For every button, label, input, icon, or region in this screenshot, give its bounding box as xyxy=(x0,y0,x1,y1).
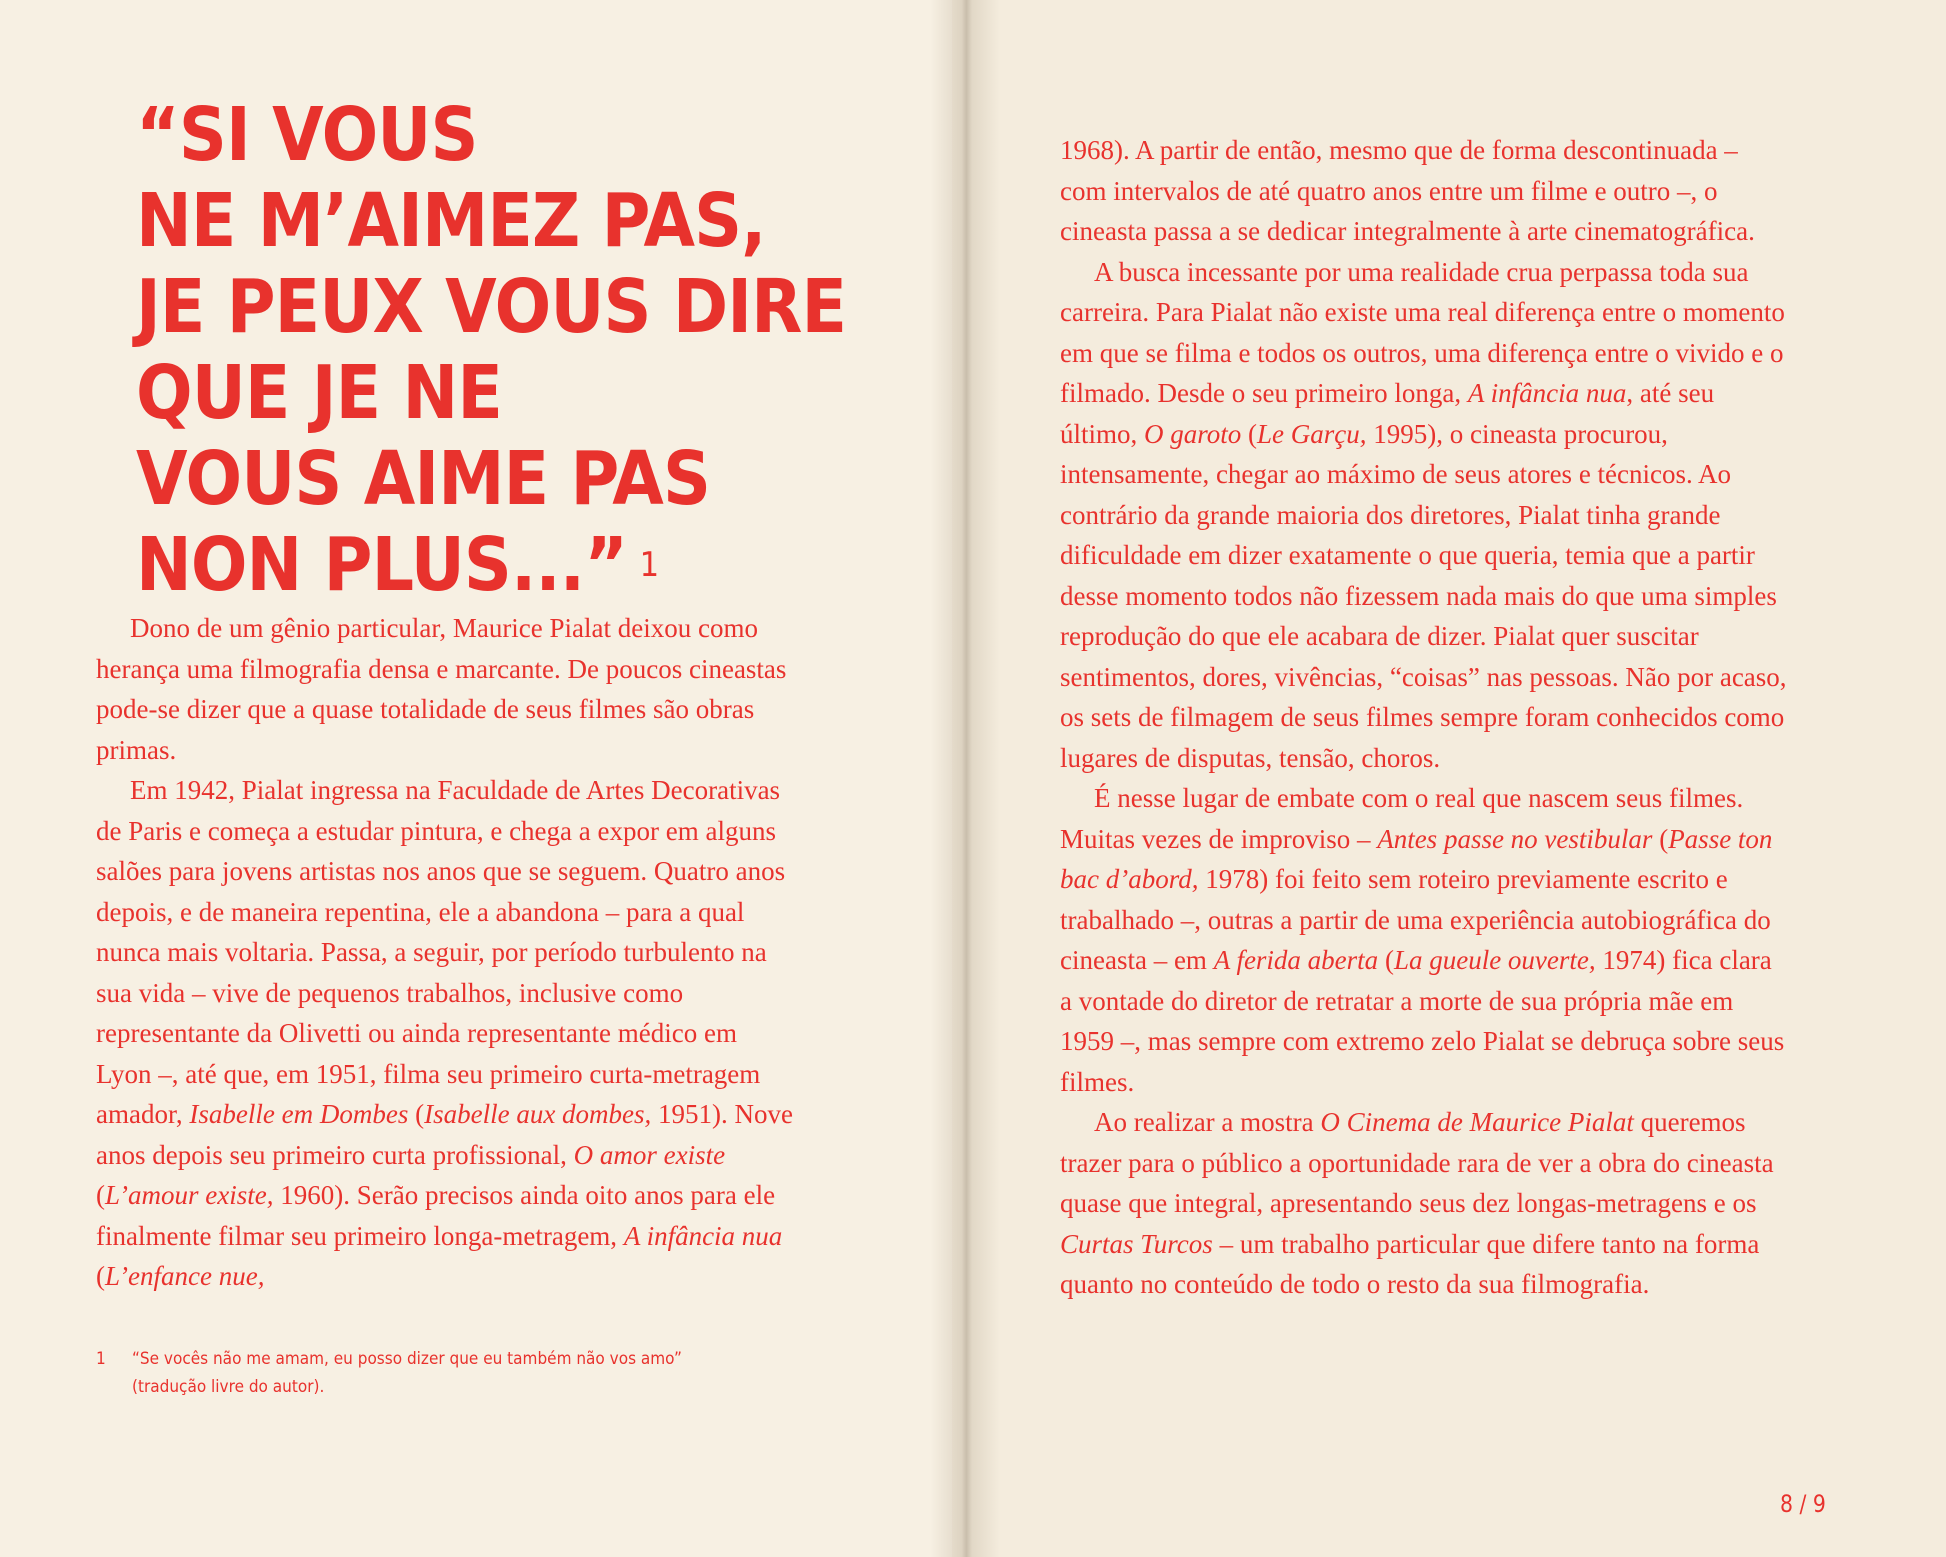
footnote-number: 1 xyxy=(96,1349,106,1369)
text-run: ( xyxy=(1241,418,1258,449)
film-title: Le Garçu, xyxy=(1257,418,1367,449)
quote-line-text: NON PLUS...” xyxy=(136,522,628,608)
text-run: 1974) fica clara a vontade do diretor de retratar a morte de sua própria mãe em 1959 –, mas sempre com extremo zelo Pialat se debruça sobre seus filmes. xyxy=(1060,945,1785,1097)
text-run: A busca incessante por uma realidade crua perpassa toda sua carreira. Para Pialat não existe uma real diferença entre o momento em que se filma e todos os outros, uma diferença entre o vivido e o filmado. Desde o seu primeiro longa, xyxy=(1060,256,1785,408)
quote-line: “SI VOUS xyxy=(136,92,478,178)
text-run: Ao realizar a mostra xyxy=(1094,1107,1321,1137)
text-run: 1995), o cineasta procurou, intensamente, chegar ao máximo de seus atores e técnicos. Ao contrário da grande maioria dos diretores, Pialat tinha grande dificuldade em dizer exatamente o que queria, temia que a partir desse momento todos não fizessem nada mais do que uma simples reprodução do que ele acabara de dizer. Pialat quer suscitar sentimentos, dores, vivências, “coisas” nas pessoas. Não por acaso, os sets de filmagem de seus filmes sempre foram conhecidos como lugares de disputas, tensão, choros. xyxy=(1060,418,1787,773)
text-run: – um trabalho particular que difere tanto na forma quanto no conteúdo de todo o resto da sua filmografia. xyxy=(1060,1228,1760,1299)
film-title: La gueule ouverte, xyxy=(1393,945,1596,975)
text-run: ( xyxy=(96,1180,105,1210)
text-run: É nesse lugar de embate com o real que nascem seus filmes. Muitas vezes de improviso – xyxy=(1060,783,1744,854)
quote-line: NE M’AIMEZ PAS, xyxy=(136,178,766,264)
text-run: 1960). Serão precisos ainda oito anos para ele finalmente filmar seu primeiro longa-metragem, xyxy=(96,1180,776,1251)
film-title: L’enfance nue, xyxy=(105,1261,265,1291)
paragraph xyxy=(1060,252,1790,779)
paragraph: Dono de um gênio particular, Maurice Pialat deixou como herança uma filmografia densa e marcante. De poucos cineastas pode-se dizer que a quase totalidade de seus filmes são obras primas. xyxy=(96,613,787,765)
film-title: A ferida aberta xyxy=(1213,945,1379,975)
film-title: Passe ton bac d’abord, xyxy=(1060,823,1773,894)
text-run: ( xyxy=(96,1261,105,1291)
page-number: 8 / 9 xyxy=(1780,1490,1826,1518)
right-body-text xyxy=(1060,130,1790,1305)
paragraph xyxy=(1060,778,1790,1102)
film-title: A infância nua xyxy=(623,1220,783,1251)
film-title: Antes passe no vestibular xyxy=(1377,823,1653,854)
paragraph xyxy=(96,770,796,1297)
quote-line-last xyxy=(136,522,846,608)
quote-line: JE PEUX VOUS DIRE xyxy=(136,264,847,350)
film-title: O garoto xyxy=(1144,418,1242,449)
text-run: 1951). Nove anos depois seu primeiro curta profissional, xyxy=(96,1099,794,1170)
film-title: Curtas Turcos xyxy=(1060,1228,1213,1259)
event-title: O Cinema de Maurice Pialat xyxy=(1320,1107,1634,1137)
film-title: Isabelle aux dombes, xyxy=(424,1099,652,1129)
book-gutter xyxy=(930,0,1000,1557)
text-run: ( xyxy=(408,1099,425,1129)
paragraph: 1968). A partir de então, mesmo que de forma descontinuada – com intervalos de até quatro anos entre um filme e outro –, o cineasta passa a se dedicar integralmente à arte cinematográfica. xyxy=(1060,135,1755,246)
film-title: O amor existe xyxy=(573,1139,726,1170)
text-run: , até seu último, xyxy=(1060,378,1715,449)
quote-line: QUE JE NE xyxy=(136,350,502,436)
quote-line: VOUS AIME PAS xyxy=(136,436,711,522)
text-run: Em 1942, Pialat ingressa na Faculdade de Artes Decorativas de Paris e começa a estudar pintura, e chega a expor em alguns salões para jovens artistas nos anos que se seguem. Quatro anos depois, e de maneira repentina, ele a abandona – para a qual nunca mais voltaria. Passa, a seguir, por período turbulento na sua vida – vive de pequenos trabalhos, inclusive como representante da Olivetti ou ainda representante médico em Lyon –, até que, em 1951, filma seu primeiro curta-metragem amador, xyxy=(96,775,786,1129)
left-body-text xyxy=(96,608,796,1297)
pull-quote xyxy=(136,92,846,608)
paragraph xyxy=(1060,1102,1790,1305)
film-title: L’amour existe, xyxy=(105,1180,274,1210)
footnote-text: “Se vocês não me amam, eu posso dizer que eu também não vos amo” (tradução livre do autor). xyxy=(132,1349,682,1397)
footnote xyxy=(96,1345,744,1401)
text-run: ( xyxy=(1378,945,1394,975)
text-run: 1978) foi feito sem roteiro previamente escrito e trabalhado –, outras a partir de uma experiência autobiográfica do cineasta – em xyxy=(1060,864,1771,975)
film-title: A infância nua xyxy=(1467,378,1627,408)
film-title: Isabelle em Dombes xyxy=(189,1099,409,1129)
text-run: ( xyxy=(1652,823,1669,854)
footnote-marker: 1 xyxy=(639,545,659,585)
text-run: queremos trazer para o público a oportunidade rara de ver a obra do cineasta quase que integral, apresentando seus dez longas-metragens e os xyxy=(1060,1107,1774,1218)
